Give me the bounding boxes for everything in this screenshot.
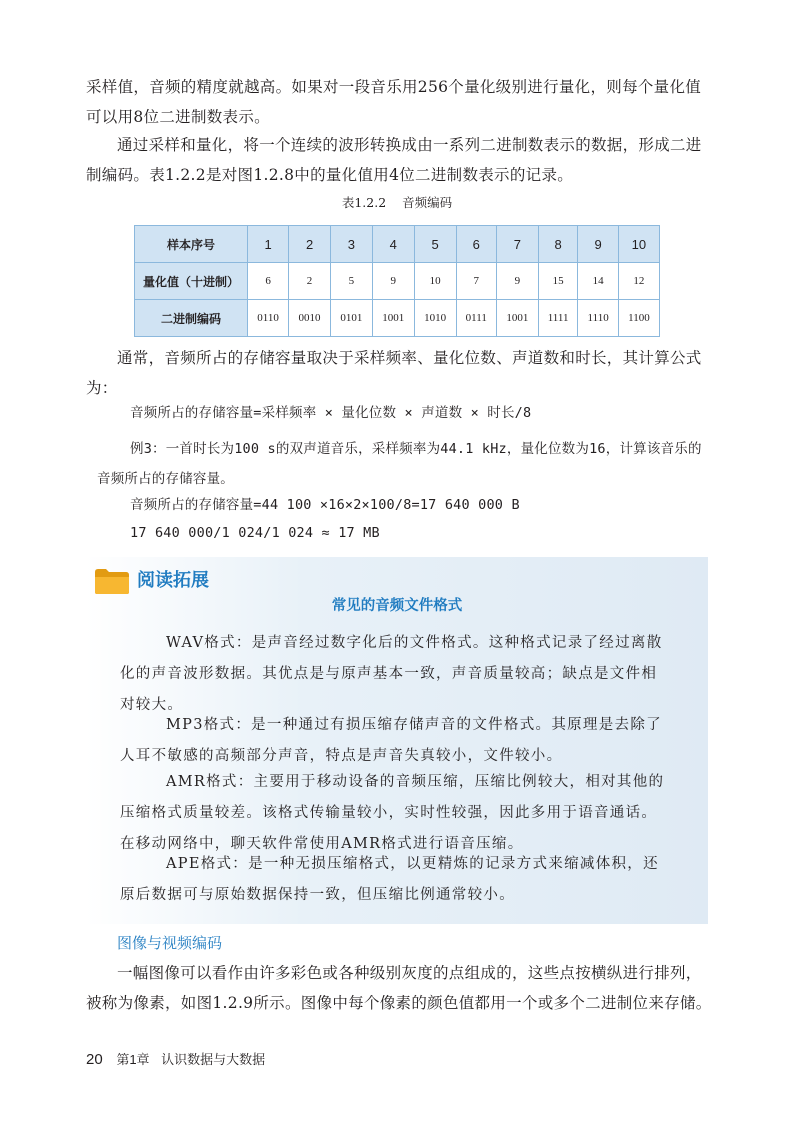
cell-binary-code: 0111 — [456, 300, 496, 337]
page-number: 20 — [86, 1051, 103, 1068]
cell-sample-number: 9 — [578, 226, 618, 263]
format-wav: WAV格式：是声音经过数字化后的文件格式。这种格式记录了经过离散化的声音波形数据。其优点是与原声基本一致，声音质量较高；缺点是文件相对较大。 — [120, 635, 663, 713]
cell-decimal-value: 2 — [289, 263, 331, 300]
table-caption — [0, 193, 794, 211]
format-mp3: MP3格式：是一种通过有损压缩存储声音的文件格式。其原理是去除了人耳不敏感的高频部分声音，特点是声音失真较小，文件较小。 — [120, 717, 662, 764]
cell-decimal-value: 14 — [578, 263, 618, 300]
cell-decimal-value: 6 — [248, 263, 289, 300]
cell-binary-code: 0110 — [248, 300, 289, 337]
format-ape: APE格式：是一种无损压缩格式，以更精炼的记录方式来缩减体积，还原后数据可与原始数据保持一致，但压缩比例通常较小。 — [120, 856, 659, 903]
cell-decimal-value: 12 — [618, 263, 659, 300]
table-caption-number: 表1.2.2 — [341, 195, 387, 210]
row-header-binary-code: 二进制编码 — [135, 300, 248, 337]
cell-sample-number: 4 — [372, 226, 414, 263]
cell-sample-number: 2 — [289, 226, 331, 263]
audio-formats-title: 常见的音频文件格式 — [331, 598, 463, 614]
row-header-decimal-value: 量化值（十进制） — [135, 263, 248, 300]
cell-binary-code: 0101 — [330, 300, 372, 337]
audio-encoding-table — [134, 225, 660, 337]
cell-decimal-value: 10 — [414, 263, 456, 300]
table-caption-title: 音频编码 — [402, 195, 453, 210]
cell-binary-code: 0010 — [289, 300, 331, 337]
cell-decimal-value: 9 — [496, 263, 538, 300]
cell-binary-code: 1110 — [578, 300, 618, 337]
example-3: 例3：一首时长为100 s的双声道音乐，采样频率为44.1 kHz，量化位数为16，计算该音乐的音频所占的存储容量。 — [97, 441, 702, 487]
formula-calc-mb: 17 640 000/1 024/1 024 ≈ 17 MB — [130, 525, 380, 541]
format-amr: AMR格式：主要用于移动设备的音频压缩，压缩比例较大，相对其他的压缩格式质量较差。该格式传输量较小，实时性较强，因此多用于语音通话。在移动网络中，聊天软件常使用AMR格式进行语音压缩。 — [120, 774, 665, 852]
cell-binary-code: 1001 — [372, 300, 414, 337]
reading-extension-label: 阅读拓展 — [137, 570, 209, 590]
paragraph-storage-intro: 通常，音频所占的存储容量取决于采样频率、量化位数、声道数和时长，其计算公式为： — [86, 349, 702, 397]
cell-decimal-value: 5 — [330, 263, 372, 300]
chapter-number: 第1章 — [116, 1052, 150, 1067]
cell-sample-number: 6 — [456, 226, 496, 263]
paragraph-pixels: 一幅图像可以看作由许多彩色或各种级别灰度的点组成的，这些点按横纵进行排列，被称为像素，如图1.2.9所示。图像中每个像素的颜色值都用一个或多个二进制位来存储。 — [86, 964, 712, 1012]
cell-decimal-value: 15 — [538, 263, 578, 300]
cell-sample-number: 7 — [496, 226, 538, 263]
cell-sample-number: 8 — [538, 226, 578, 263]
cell-binary-code: 1111 — [538, 300, 578, 337]
section-heading-image-video: 图像与视频编码 — [117, 935, 223, 952]
cell-sample-number: 10 — [618, 226, 659, 263]
table-row-binary-codes — [135, 300, 660, 337]
paragraph-binary-encoding: 通过采样和量化，将一个连续的波形转换成由一系列二进制数表示的数据，形成二进制编码。表1.2.2是对图1.2.8中的量化值用4位二进制数表示的记录。 — [86, 136, 702, 184]
cell-decimal-value: 9 — [372, 263, 414, 300]
chapter-title: 认识数据与大数据 — [161, 1052, 266, 1067]
table-row-decimal-values — [135, 263, 660, 300]
cell-sample-number: 1 — [248, 226, 289, 263]
page-footer — [86, 1050, 265, 1070]
folder-icon — [93, 566, 131, 596]
paragraph-quantization: 采样值，音频的精度就越高。如果对一段音乐用256个量化级别进行量化，则每个量化值可以用8位二进制数表示。 — [86, 78, 702, 126]
cell-binary-code: 1100 — [618, 300, 659, 337]
formula-general: 音频所占的存储容量=采样频率 × 量化位数 × 声道数 × 时长/8 — [130, 405, 532, 421]
formula-calc-bytes: 音频所占的存储容量=44 100 ×16×2×100/8=17 640 000 B — [130, 497, 520, 513]
table-row-sample-numbers — [135, 226, 660, 263]
row-header-sample-number: 样本序号 — [135, 226, 248, 263]
cell-binary-code: 1001 — [496, 300, 538, 337]
cell-sample-number: 5 — [414, 226, 456, 263]
cell-decimal-value: 7 — [456, 263, 496, 300]
cell-binary-code: 1010 — [414, 300, 456, 337]
cell-sample-number: 3 — [330, 226, 372, 263]
